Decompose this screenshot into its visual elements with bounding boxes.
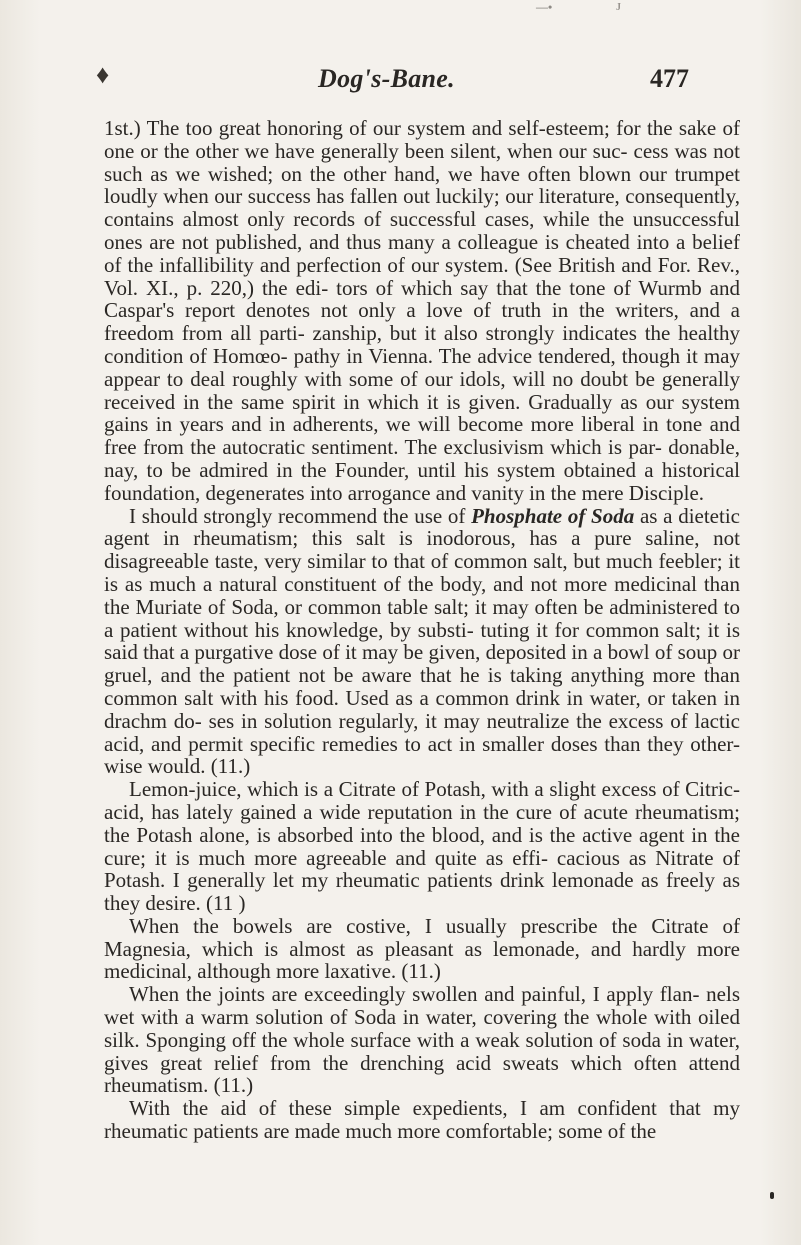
paragraph-text: When the joints are exceedingly swollen and painful, I apply flan- nels wet with a warm solution of Soda in water, covering the whole with oiled silk. Sponging off the whole surface with a weak solution of soda in water, gives great relief from the drenching acid sweats which often attend rheumatism. (11.) xyxy=(104,982,740,1098)
paragraph-text: 1st.) The too great honoring of our system and self-esteem; for the sake of one or the other we have generally been silent, when our suc- cess was not such as we wished; on the other hand, we have often blown our trumpet loudly when our success has fallen out luckily; our literature, consequently, contains almost only records of successful cases, while the unsuccessful ones are not published, and thus many a colleague is cheated into a belief of the infallibility and perfection of our system. (See British and For. Rev., Vol. XI., p. 220,) the edi- tors of which say that the tone of Wurmb and Caspar's report denotes not only a love of truth in the writers, and a freedom from all parti- zanship, but it also strongly indicates the healthy condition of Homœo- pathy in Vienna. The advice tendered, though it may appear to deal roughly with some of our idols, will no doubt be generally received in the same spirit in which it is given. Gradually as our system gains in years and in adherents, we will become more liberal in tone and free from the autocratic sentiment. The exclusivism which is par- donable, nay, to be admired in the Founder, until his system obtained a historical foundation, degenerates into arrogance and vanity in the mere Disciple. xyxy=(104,116,740,505)
top-ink-mark-2: J xyxy=(616,2,621,13)
paragraph xyxy=(104,1097,740,1143)
running-title: Dog's-Bane. xyxy=(318,64,455,93)
paragraph-text: When the bowels are costive, I usually prescribe the Citrate of Magnesia, which is almost as pleasant as lemonade, and hardly more medicinal, although more laxative. (11.) xyxy=(104,913,740,984)
paragraph xyxy=(104,915,740,983)
emphasized-term: Phosphate of Soda xyxy=(471,503,635,528)
ink-dot xyxy=(770,1192,774,1199)
paragraph-text: as a dietetic agent in rheumatism; this salt is inodorous, has a pure saline, not disagreeable taste, very similar to that of common salt, but much feebler; it is as much a natural constituent of the body, and not more medicinal than the Muriate of Soda, or common table salt; it may often be administered to a patient without his knowledge, by substi- tuting it for common salt; it is said that a purgative dose of it may be given, deposited in a bowl of soup or gruel, and the patient not be aware that he is taking anything more than common salt with his food. Used as a common drink in water, or taken in drachm do- ses in solution regularly, it may neutralize the excess of lactic acid, and permit specific remedies to act in smaller doses than they other- wise would. (11.) xyxy=(104,503,740,779)
paragraph xyxy=(104,117,740,505)
margin-ink-mark: ♦ xyxy=(96,60,110,89)
top-ink-mark: —• xyxy=(536,0,553,14)
paragraph xyxy=(104,778,740,915)
paragraph xyxy=(104,505,740,779)
paragraph-text: With the aid of these simple expedients, I am confident that my rheumatic patients are made much more comfortable; some of the xyxy=(104,1096,740,1144)
paragraph xyxy=(104,983,740,1097)
paragraph-text: Lemon-juice, which is a Citrate of Potash, with a slight excess of Citric-acid, has lately gained a wide reputation in the cure of acute rheumatism; the Potash alone, is absorbed into the blood, and is the active agent in the cure; it is much more agreeable and quite as effi- cacious as Nitrate of Potash. I generally let my rheumatic patients drink lemonade as freely as they desire. (11 ) xyxy=(104,777,740,916)
page-header xyxy=(0,64,801,104)
page-number: 477 xyxy=(650,64,689,93)
body-text xyxy=(104,117,740,1143)
paragraph-text: I should strongly recommend the use of xyxy=(129,503,472,528)
